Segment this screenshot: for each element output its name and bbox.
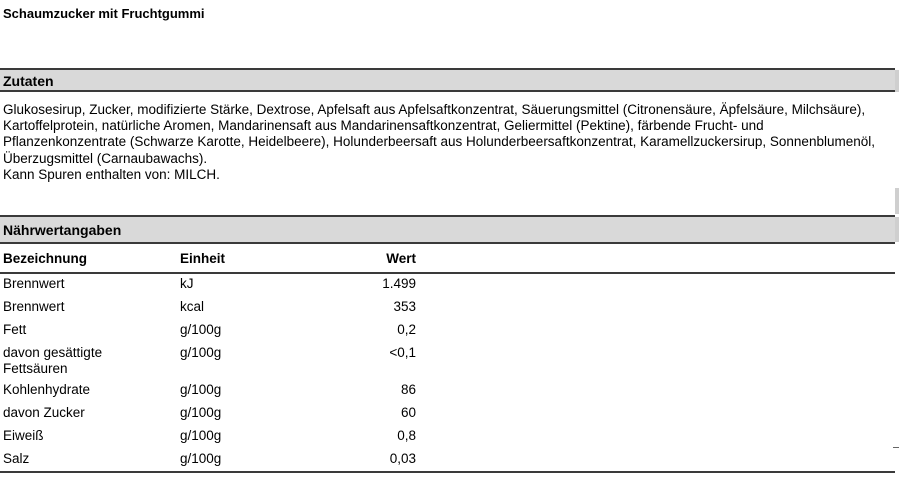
scroll-marker bbox=[895, 217, 899, 242]
ingredients-header-label: Zutaten bbox=[3, 73, 54, 89]
row-value: 353 bbox=[393, 299, 416, 314]
scroll-marker bbox=[895, 70, 899, 92]
row-value: 1.499 bbox=[382, 276, 416, 291]
table-row bbox=[0, 322, 895, 345]
table-row bbox=[0, 299, 895, 322]
row-name: Salz bbox=[3, 451, 30, 466]
nutrition-table bbox=[0, 276, 895, 474]
row-value: <0,1 bbox=[389, 345, 416, 360]
row-unit: g/100g bbox=[180, 322, 222, 337]
row-name: Brennwert bbox=[3, 299, 65, 314]
edge-tick bbox=[893, 447, 899, 448]
column-header-name: Bezeichnung bbox=[3, 251, 88, 266]
nutrition-header-label: Nährwertangaben bbox=[3, 222, 122, 238]
row-value: 0,03 bbox=[389, 451, 416, 466]
table-row bbox=[0, 428, 895, 451]
scroll-marker bbox=[895, 188, 899, 214]
row-name: Kohlenhydrate bbox=[3, 382, 91, 397]
product-title: Schaumzucker mit Fruchtgummi bbox=[3, 6, 205, 21]
row-unit: kJ bbox=[180, 276, 194, 291]
ingredients-block bbox=[3, 102, 888, 183]
row-value: 0,2 bbox=[397, 322, 416, 337]
table-bottom-rule bbox=[0, 471, 895, 473]
table-row bbox=[0, 405, 895, 428]
row-value: 86 bbox=[400, 382, 416, 397]
row-name: davon gesättigte Fettsäuren bbox=[3, 345, 103, 376]
ingredients-text: Glukosesirup, Zucker, modifizierte Stärke, Dextrose, Apfelsaft aus Apfelsaftkonzentrat, Säuerungsmittel (Citronensäure, Äpfelsäure, Milchsäure), Kartoffelprotein, natürliche Aromen, Mandarinensaft aus Mandarinensaftkonzentrat, Geliermittel (Pektine), färbende Frucht- und Pflanzenkonzentrate (Schwarze Karotte, Heidelbeere), Holunderbeersaft aus Holunderbeersaftkonzentrat, Karamellzuckersirup, Sonnenblumenöl, Überzugsmittel (Carnaubawachs). bbox=[3, 102, 875, 166]
row-value: 60 bbox=[400, 405, 416, 420]
column-header-unit: Einheit bbox=[180, 251, 226, 266]
row-unit: g/100g bbox=[180, 428, 222, 443]
row-name: davon Zucker bbox=[3, 405, 85, 420]
table-row bbox=[0, 382, 895, 405]
row-unit: g/100g bbox=[180, 382, 222, 397]
ingredients-header bbox=[0, 68, 895, 92]
row-name: Fett bbox=[3, 322, 27, 337]
column-header-value: Wert bbox=[386, 251, 416, 266]
nutrition-header bbox=[0, 215, 895, 244]
row-unit: g/100g bbox=[180, 451, 222, 466]
row-name: Brennwert bbox=[3, 276, 65, 291]
table-row bbox=[0, 276, 895, 299]
row-unit: g/100g bbox=[180, 405, 222, 420]
table-row bbox=[0, 345, 895, 382]
row-value: 0,8 bbox=[397, 428, 416, 443]
row-unit: kcal bbox=[180, 299, 205, 314]
allergen-text: Kann Spuren enthalten von: MILCH. bbox=[3, 166, 220, 182]
row-unit: g/100g bbox=[180, 345, 222, 360]
table-header-rule bbox=[0, 272, 895, 274]
row-name: Eiweiß bbox=[3, 428, 44, 443]
